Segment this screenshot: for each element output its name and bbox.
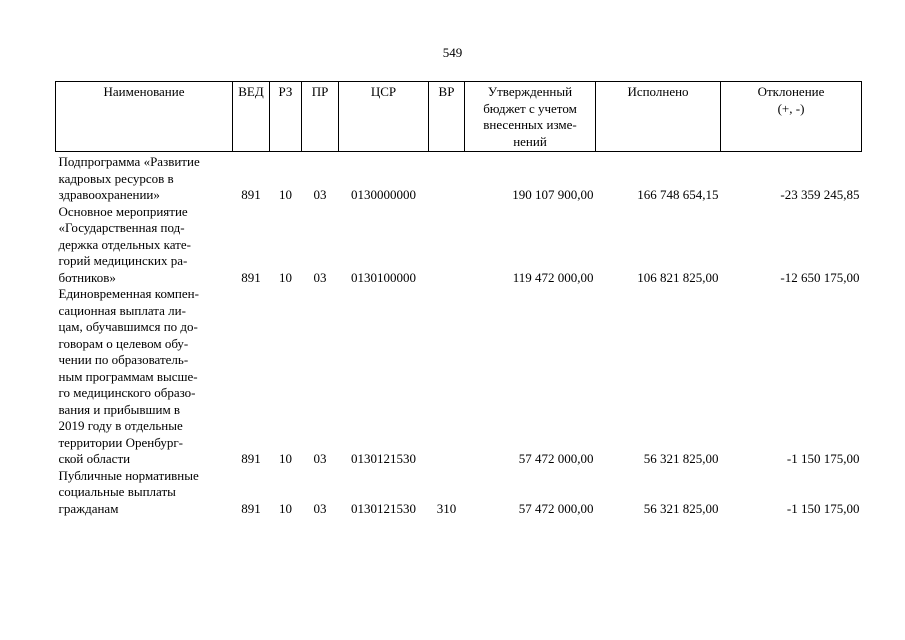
row-csr: 0130100000 (351, 269, 416, 285)
row-pr: 03 (313, 451, 327, 466)
row-name-line: ской области (58, 451, 131, 466)
row-name-line: вания и прибывшим в (58, 401, 181, 417)
row-vr (429, 204, 465, 287)
row-csr: 0130000000 (351, 187, 416, 202)
row-deviation: -23 359 245,85 (780, 187, 860, 202)
row-name-line: территории Оренбург- (58, 434, 183, 450)
header-deviation-line: Отклонение (757, 84, 825, 99)
header-csr: ЦСР (339, 82, 429, 152)
row-name-line: го медицинского образо- (58, 385, 196, 400)
row-name (56, 152, 233, 204)
row-executed: 56 321 825,00 (643, 500, 719, 516)
row-approved: 119 472 000,00 (512, 269, 594, 285)
row-vr: 310 (436, 500, 457, 516)
row-deviation: -1 150 175,00 (786, 500, 860, 516)
header-approved-line: внесенных изме- (483, 117, 577, 132)
row-name-line: ботников» (58, 269, 116, 285)
header-pr: ПР (302, 82, 339, 152)
row-approved: 57 472 000,00 (518, 451, 594, 466)
row-csr: 0130121530 (351, 451, 416, 466)
row-deviation: -1 150 175,00 (786, 451, 860, 466)
row-name-line: цам, обучавшимся по до- (58, 319, 198, 334)
row-name-line: Основное мероприятие (58, 203, 188, 219)
row-rz: 10 (279, 269, 292, 285)
header-deviation-line: (+, -) (777, 100, 805, 116)
row-name (56, 286, 233, 468)
header-approved-line: Утвержденный (487, 84, 573, 99)
header-deviation (721, 82, 862, 152)
row-ved: 891 (241, 451, 261, 466)
row-name-line: Публичные нормативные (58, 467, 199, 483)
row-name-line: кадровых ресурсов в (58, 170, 174, 186)
row-pr: 03 (313, 187, 327, 202)
row-name-line: держка отдельных кате- (58, 236, 191, 252)
row-name-line: здравоохранении» (58, 187, 160, 202)
header-vr: ВР (429, 82, 465, 152)
header-name: Наименование (56, 82, 233, 152)
row-ved: 891 (241, 269, 261, 285)
row-pr: 03 (313, 500, 327, 516)
header-approved-line: нений (513, 133, 547, 149)
row-name-line: 2019 году в отдельные (58, 418, 183, 433)
header-approved-line: бюджет с учетом (483, 100, 577, 116)
row-name-line: «Государственная под- (58, 220, 185, 235)
table-row (56, 286, 862, 468)
table-header (56, 82, 862, 152)
row-approved: 57 472 000,00 (518, 500, 594, 516)
table-body (56, 152, 862, 518)
row-ved: 891 (241, 500, 261, 516)
row-executed: 106 821 825,00 (637, 269, 719, 285)
budget-execution-table (55, 81, 862, 517)
row-rz: 10 (279, 451, 292, 466)
header-rz: РЗ (270, 82, 302, 152)
row-pr: 03 (313, 269, 327, 285)
row-name-line: ным программам высше- (58, 368, 198, 384)
page-number: 549 (442, 45, 463, 60)
row-approved: 190 107 900,00 (512, 187, 594, 202)
row-name-line: социальные выплаты (58, 484, 176, 499)
row-name-line: сационная выплата ли- (58, 302, 186, 318)
row-vr (429, 152, 465, 204)
row-name (56, 204, 233, 287)
header-executed: Исполнено (596, 82, 721, 152)
row-name-line: чении по образователь- (58, 352, 189, 367)
row-ved: 891 (241, 187, 261, 202)
header-approved-budget (465, 82, 596, 152)
row-name-line: Подпрограмма «Развитие (58, 154, 200, 169)
row-name-line: Единовременная компен- (58, 286, 199, 301)
row-csr: 0130121530 (351, 500, 416, 516)
table-row (56, 204, 862, 287)
table-row (56, 468, 862, 518)
header-row (56, 82, 862, 152)
row-name (56, 468, 233, 518)
row-vr (429, 286, 465, 468)
row-rz: 10 (279, 500, 292, 516)
row-rz: 10 (279, 187, 292, 202)
header-ved: ВЕД (233, 82, 270, 152)
row-name-line: горий медицинских ра- (58, 253, 188, 268)
row-name-line: говорам о целевом обу- (58, 335, 189, 351)
row-executed: 56 321 825,00 (643, 451, 719, 466)
row-executed: 166 748 654,15 (637, 187, 719, 202)
table-row (56, 152, 862, 204)
row-name-line: гражданам (58, 500, 119, 516)
row-deviation: -12 650 175,00 (780, 269, 860, 285)
